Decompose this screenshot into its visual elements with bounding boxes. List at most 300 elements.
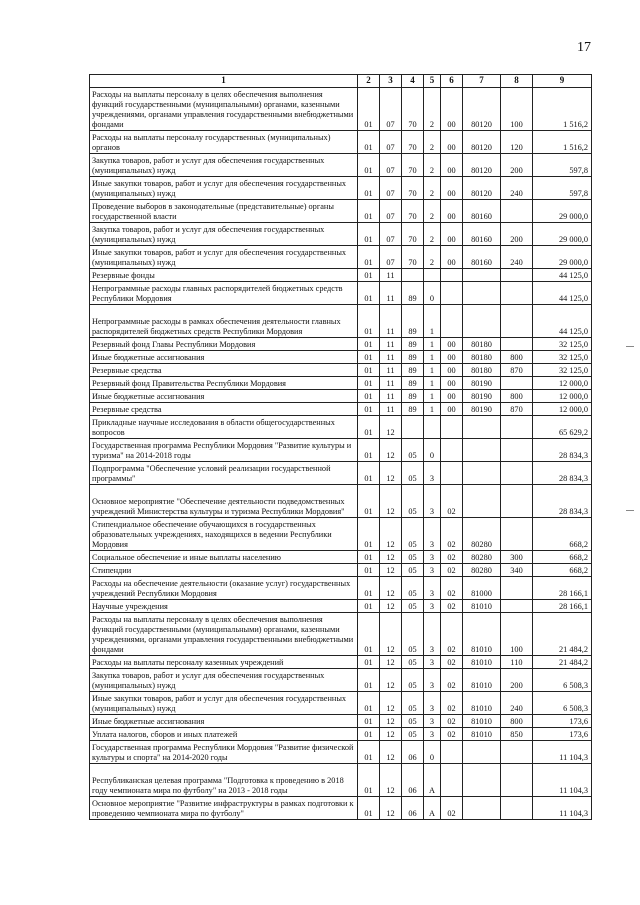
event-cell — [441, 305, 463, 338]
expense-type-cell: 120 — [501, 131, 533, 154]
section-cell: 01 — [358, 656, 380, 669]
section-cell: 01 — [358, 305, 380, 338]
amount-cell: 44 125,0 — [533, 269, 592, 282]
program-cell: 05 — [402, 462, 424, 485]
section-cell: 01 — [358, 269, 380, 282]
subsection-cell: 12 — [380, 485, 402, 518]
program-cell: 89 — [402, 403, 424, 416]
expense-type-cell — [501, 377, 533, 390]
program-cell: 05 — [402, 600, 424, 613]
expense-type-cell: 870 — [501, 364, 533, 377]
event-cell: 00 — [441, 246, 463, 269]
direction-cell: 80160 — [463, 200, 501, 223]
event-cell: 02 — [441, 551, 463, 564]
subsection-cell: 11 — [380, 377, 402, 390]
table-row — [90, 728, 592, 741]
program-cell — [402, 269, 424, 282]
section-cell: 01 — [358, 416, 380, 439]
expense-type-cell: 870 — [501, 403, 533, 416]
direction-cell: 80280 — [463, 518, 501, 551]
subsection-cell: 12 — [380, 439, 402, 462]
table-row — [90, 269, 592, 282]
program-cell: 06 — [402, 797, 424, 820]
header-cell: 2 — [358, 75, 380, 88]
event-cell: 02 — [441, 577, 463, 600]
program-cell: 06 — [402, 764, 424, 797]
event-cell — [441, 282, 463, 305]
program-cell: 05 — [402, 613, 424, 656]
row-name-cell: Иные бюджетные ассигнования — [90, 351, 358, 364]
header-cell: 3 — [380, 75, 402, 88]
expense-type-cell — [501, 416, 533, 439]
row-name-cell: Государственная программа Республики Мордовия "Развитие культуры и туризма" на 2014-2018 годы — [90, 439, 358, 462]
section-cell: 01 — [358, 377, 380, 390]
expense-type-cell — [501, 741, 533, 764]
direction-cell: 80190 — [463, 390, 501, 403]
amount-cell: 668,2 — [533, 518, 592, 551]
expense-type-cell: 300 — [501, 551, 533, 564]
expense-type-cell: 240 — [501, 246, 533, 269]
section-cell: 01 — [358, 715, 380, 728]
expense-type-cell: 110 — [501, 656, 533, 669]
subprogram-cell: 1 — [424, 351, 441, 364]
direction-cell: 81010 — [463, 715, 501, 728]
direction-cell — [463, 416, 501, 439]
event-cell: 02 — [441, 656, 463, 669]
amount-cell: 29 000,0 — [533, 200, 592, 223]
expense-type-cell — [501, 462, 533, 485]
subsection-cell: 12 — [380, 715, 402, 728]
subsection-cell: 11 — [380, 403, 402, 416]
subprogram-cell: 3 — [424, 577, 441, 600]
event-cell: 00 — [441, 377, 463, 390]
event-cell: 00 — [441, 131, 463, 154]
event-cell: 02 — [441, 564, 463, 577]
row-name-cell: Иные бюджетные ассигнования — [90, 715, 358, 728]
subprogram-cell: А — [424, 797, 441, 820]
subsection-cell: 12 — [380, 797, 402, 820]
row-name-cell: Стипендии — [90, 564, 358, 577]
table-header-row — [90, 75, 592, 88]
direction-cell: 81010 — [463, 600, 501, 613]
subprogram-cell — [424, 269, 441, 282]
subsection-cell: 07 — [380, 246, 402, 269]
amount-cell: 6 508,3 — [533, 692, 592, 715]
row-name-cell: Резервные средства — [90, 364, 358, 377]
expense-type-cell — [501, 439, 533, 462]
amount-cell: 173,6 — [533, 715, 592, 728]
direction-cell — [463, 741, 501, 764]
direction-cell — [463, 439, 501, 462]
event-cell: 00 — [441, 351, 463, 364]
direction-cell: 80180 — [463, 364, 501, 377]
amount-cell: 28 834,3 — [533, 485, 592, 518]
subsection-cell: 12 — [380, 416, 402, 439]
row-name-cell: Прикладные научные исследования в области общегосударственных вопросов — [90, 416, 358, 439]
subprogram-cell: 3 — [424, 613, 441, 656]
subprogram-cell: 2 — [424, 154, 441, 177]
subprogram-cell: 3 — [424, 518, 441, 551]
direction-cell: 80120 — [463, 154, 501, 177]
program-cell: 05 — [402, 518, 424, 551]
table-row — [90, 551, 592, 564]
direction-cell — [463, 269, 501, 282]
section-cell: 01 — [358, 390, 380, 403]
subprogram-cell: 3 — [424, 656, 441, 669]
event-cell: 02 — [441, 797, 463, 820]
table-row — [90, 246, 592, 269]
header-cell: 8 — [501, 75, 533, 88]
direction-cell: 81000 — [463, 577, 501, 600]
amount-cell: 173,6 — [533, 728, 592, 741]
row-name-cell: Социальное обеспечение и иные выплаты населению — [90, 551, 358, 564]
row-name-cell: Уплата налогов, сборов и иных платежей — [90, 728, 358, 741]
direction-cell — [463, 485, 501, 518]
table-row — [90, 305, 592, 338]
expense-type-cell: 240 — [501, 692, 533, 715]
event-cell: 02 — [441, 518, 463, 551]
subsection-cell: 12 — [380, 462, 402, 485]
amount-cell: 44 125,0 — [533, 282, 592, 305]
subprogram-cell: 3 — [424, 728, 441, 741]
subsection-cell: 11 — [380, 351, 402, 364]
section-cell: 01 — [358, 154, 380, 177]
event-cell: 00 — [441, 364, 463, 377]
subsection-cell: 07 — [380, 177, 402, 200]
subprogram-cell: 2 — [424, 88, 441, 131]
header-cell: 5 — [424, 75, 441, 88]
program-cell: 70 — [402, 131, 424, 154]
section-cell: 01 — [358, 564, 380, 577]
direction-cell: 80120 — [463, 131, 501, 154]
header-cell: 9 — [533, 75, 592, 88]
program-cell: 05 — [402, 728, 424, 741]
section-cell: 01 — [358, 439, 380, 462]
table-row — [90, 351, 592, 364]
row-name-cell: Проведение выборов в законодательные (представительные) органы государственной власти — [90, 200, 358, 223]
program-cell: 89 — [402, 282, 424, 305]
subprogram-cell: 3 — [424, 462, 441, 485]
row-name-cell: Расходы на обеспечение деятельности (оказание услуг) государственных учреждений Республики Мордовия — [90, 577, 358, 600]
subprogram-cell: 1 — [424, 364, 441, 377]
event-cell — [441, 462, 463, 485]
direction-cell: 80120 — [463, 177, 501, 200]
amount-cell: 21 484,2 — [533, 613, 592, 656]
table-row — [90, 377, 592, 390]
expense-type-cell: 800 — [501, 715, 533, 728]
row-name-cell: Иные закупки товаров, работ и услуг для обеспечения государственных (муниципальных) нужд — [90, 177, 358, 200]
section-cell: 01 — [358, 577, 380, 600]
subprogram-cell: 3 — [424, 551, 441, 564]
table-row — [90, 338, 592, 351]
table-row — [90, 613, 592, 656]
section-cell: 01 — [358, 403, 380, 416]
direction-cell: 80280 — [463, 564, 501, 577]
event-cell: 00 — [441, 154, 463, 177]
page-number: 17 — [577, 40, 591, 55]
table-row — [90, 764, 592, 797]
scan-margin-mark — [626, 346, 634, 347]
table-row — [90, 600, 592, 613]
amount-cell: 597,8 — [533, 177, 592, 200]
row-name-cell: Основное мероприятие "Обеспечение деятельности подведомственных учреждений Министерства культуры и туризма Республики Мордовия" — [90, 485, 358, 518]
amount-cell: 28 166,1 — [533, 600, 592, 613]
amount-cell: 28 166,1 — [533, 577, 592, 600]
program-cell: 70 — [402, 88, 424, 131]
direction-cell — [463, 797, 501, 820]
subprogram-cell: 1 — [424, 403, 441, 416]
table-row — [90, 88, 592, 131]
amount-cell: 668,2 — [533, 551, 592, 564]
subprogram-cell: 1 — [424, 377, 441, 390]
subsection-cell: 11 — [380, 338, 402, 351]
event-cell: 00 — [441, 177, 463, 200]
subsection-cell: 11 — [380, 282, 402, 305]
event-cell: 00 — [441, 223, 463, 246]
subsection-cell: 11 — [380, 364, 402, 377]
table-row — [90, 439, 592, 462]
section-cell: 01 — [358, 518, 380, 551]
expense-type-cell: 200 — [501, 223, 533, 246]
program-cell: 89 — [402, 351, 424, 364]
subprogram-cell: 2 — [424, 246, 441, 269]
direction-cell — [463, 282, 501, 305]
subsection-cell: 11 — [380, 269, 402, 282]
subsection-cell: 12 — [380, 613, 402, 656]
event-cell — [441, 416, 463, 439]
expense-type-cell: 200 — [501, 669, 533, 692]
table-row — [90, 692, 592, 715]
section-cell: 01 — [358, 551, 380, 564]
subprogram-cell: 3 — [424, 485, 441, 518]
amount-cell: 6 508,3 — [533, 669, 592, 692]
program-cell: 05 — [402, 577, 424, 600]
subsection-cell: 12 — [380, 551, 402, 564]
subsection-cell: 12 — [380, 656, 402, 669]
event-cell — [441, 741, 463, 764]
expense-type-cell: 800 — [501, 351, 533, 364]
table-row — [90, 485, 592, 518]
row-name-cell: Резервные средства — [90, 403, 358, 416]
expense-type-cell — [501, 200, 533, 223]
direction-cell: 80160 — [463, 223, 501, 246]
row-name-cell: Закупка товаров, работ и услуг для обеспечения государственных (муниципальных) нужд — [90, 669, 358, 692]
event-cell: 02 — [441, 485, 463, 518]
section-cell: 01 — [358, 200, 380, 223]
amount-cell: 28 834,3 — [533, 439, 592, 462]
table-row — [90, 715, 592, 728]
expense-type-cell: 240 — [501, 177, 533, 200]
subprogram-cell — [424, 416, 441, 439]
event-cell: 02 — [441, 669, 463, 692]
table-row — [90, 416, 592, 439]
program-cell: 70 — [402, 200, 424, 223]
amount-cell: 21 484,2 — [533, 656, 592, 669]
amount-cell: 1 516,2 — [533, 131, 592, 154]
section-cell: 01 — [358, 485, 380, 518]
direction-cell: 80190 — [463, 403, 501, 416]
subsection-cell: 12 — [380, 564, 402, 577]
row-name-cell: Подпрограмма "Обеспечение условий реализации государственной программы" — [90, 462, 358, 485]
subsection-cell: 12 — [380, 692, 402, 715]
table-row — [90, 177, 592, 200]
section-cell: 01 — [358, 223, 380, 246]
expense-type-cell — [501, 518, 533, 551]
section-cell: 01 — [358, 131, 380, 154]
expense-type-cell: 800 — [501, 390, 533, 403]
program-cell — [402, 416, 424, 439]
event-cell: 02 — [441, 728, 463, 741]
direction-cell: 80280 — [463, 551, 501, 564]
subsection-cell: 12 — [380, 764, 402, 797]
program-cell: 05 — [402, 485, 424, 518]
expense-type-cell — [501, 797, 533, 820]
amount-cell: 32 125,0 — [533, 364, 592, 377]
subprogram-cell: 3 — [424, 692, 441, 715]
table-row — [90, 669, 592, 692]
direction-cell: 80180 — [463, 351, 501, 364]
table-row — [90, 364, 592, 377]
program-cell: 05 — [402, 715, 424, 728]
event-cell: 00 — [441, 390, 463, 403]
expense-type-cell — [501, 305, 533, 338]
amount-cell: 668,2 — [533, 564, 592, 577]
header-cell: 1 — [90, 75, 358, 88]
subsection-cell: 07 — [380, 88, 402, 131]
row-name-cell: Закупка товаров, работ и услуг для обеспечения государственных (муниципальных) нужд — [90, 223, 358, 246]
section-cell: 01 — [358, 338, 380, 351]
event-cell: 02 — [441, 613, 463, 656]
program-cell: 70 — [402, 223, 424, 246]
direction-cell: 80120 — [463, 88, 501, 131]
table-row — [90, 154, 592, 177]
row-name-cell: Иные закупки товаров, работ и услуг для обеспечения государственных (муниципальных) нужд — [90, 692, 358, 715]
direction-cell — [463, 462, 501, 485]
direction-cell: 81010 — [463, 669, 501, 692]
program-cell: 89 — [402, 338, 424, 351]
header-cell: 7 — [463, 75, 501, 88]
expense-type-cell — [501, 282, 533, 305]
expense-type-cell: 340 — [501, 564, 533, 577]
program-cell: 05 — [402, 669, 424, 692]
program-cell: 05 — [402, 692, 424, 715]
program-cell: 89 — [402, 390, 424, 403]
row-name-cell: Резервный фонд Главы Республики Мордовия — [90, 338, 358, 351]
program-cell: 89 — [402, 377, 424, 390]
row-name-cell: Научные учреждения — [90, 600, 358, 613]
row-name-cell: Расходы на выплаты персоналу в целях обеспечения выполнения функций государственными (муниципальными) органами, казенными учреждениями, органами управления государственными внебюджетными фондами — [90, 613, 358, 656]
program-cell: 05 — [402, 439, 424, 462]
table-row — [90, 131, 592, 154]
subprogram-cell: 3 — [424, 715, 441, 728]
header-cell: 4 — [402, 75, 424, 88]
row-name-cell: Закупка товаров, работ и услуг для обеспечения государственных (муниципальных) нужд — [90, 154, 358, 177]
section-cell: 01 — [358, 462, 380, 485]
direction-cell — [463, 764, 501, 797]
section-cell: 01 — [358, 282, 380, 305]
program-cell: 89 — [402, 364, 424, 377]
event-cell: 00 — [441, 338, 463, 351]
subsection-cell: 07 — [380, 223, 402, 246]
amount-cell: 1 516,2 — [533, 88, 592, 131]
table-row — [90, 518, 592, 551]
program-cell: 06 — [402, 741, 424, 764]
expense-type-cell — [501, 338, 533, 351]
event-cell — [441, 269, 463, 282]
direction-cell — [463, 305, 501, 338]
subprogram-cell: 1 — [424, 390, 441, 403]
amount-cell: 12 000,0 — [533, 403, 592, 416]
program-cell: 05 — [402, 656, 424, 669]
row-name-cell: Непрограммные расходы в рамках обеспечения деятельности главных распорядителей бюджетных средств Республики Мордовия — [90, 305, 358, 338]
subsection-cell: 12 — [380, 600, 402, 613]
section-cell: 01 — [358, 741, 380, 764]
event-cell — [441, 764, 463, 797]
expense-type-cell: 100 — [501, 613, 533, 656]
section-cell: 01 — [358, 364, 380, 377]
subprogram-cell: 0 — [424, 741, 441, 764]
subprogram-cell: 0 — [424, 282, 441, 305]
section-cell: 01 — [358, 692, 380, 715]
event-cell: 02 — [441, 715, 463, 728]
subprogram-cell: 0 — [424, 439, 441, 462]
scan-margin-mark — [626, 510, 634, 511]
direction-cell: 81010 — [463, 656, 501, 669]
section-cell: 01 — [358, 764, 380, 797]
event-cell: 00 — [441, 200, 463, 223]
expense-type-cell — [501, 600, 533, 613]
program-cell: 70 — [402, 246, 424, 269]
direction-cell: 80190 — [463, 377, 501, 390]
section-cell: 01 — [358, 246, 380, 269]
row-name-cell: Резервный фонд Правительства Республики Мордовия — [90, 377, 358, 390]
row-name-cell: Расходы на выплаты персоналу казенных учреждений — [90, 656, 358, 669]
section-cell: 01 — [358, 669, 380, 692]
amount-cell: 11 104,3 — [533, 797, 592, 820]
program-cell: 70 — [402, 154, 424, 177]
subprogram-cell: 2 — [424, 177, 441, 200]
row-name-cell: Иные бюджетные ассигнования — [90, 390, 358, 403]
amount-cell: 29 000,0 — [533, 223, 592, 246]
amount-cell: 28 834,3 — [533, 462, 592, 485]
amount-cell: 65 629,2 — [533, 416, 592, 439]
amount-cell: 11 104,3 — [533, 764, 592, 797]
amount-cell: 12 000,0 — [533, 377, 592, 390]
table-row — [90, 223, 592, 246]
amount-cell: 32 125,0 — [533, 351, 592, 364]
table-body — [90, 75, 592, 820]
subprogram-cell: 3 — [424, 669, 441, 692]
direction-cell: 80160 — [463, 246, 501, 269]
row-name-cell: Стипендиальное обеспечение обучающихся в государственных образовательных учреждениях, находящихся в ведении Республики Мордовия — [90, 518, 358, 551]
section-cell: 01 — [358, 797, 380, 820]
expense-type-cell: 850 — [501, 728, 533, 741]
section-cell: 01 — [358, 728, 380, 741]
program-cell: 70 — [402, 177, 424, 200]
direction-cell: 81010 — [463, 692, 501, 715]
row-name-cell: Непрограммные расходы главных распорядителей бюджетных средств Республики Мордовия — [90, 282, 358, 305]
subprogram-cell: 1 — [424, 305, 441, 338]
amount-cell: 29 000,0 — [533, 246, 592, 269]
table-row — [90, 656, 592, 669]
subsection-cell: 12 — [380, 577, 402, 600]
table-row — [90, 564, 592, 577]
section-cell: 01 — [358, 88, 380, 131]
section-cell: 01 — [358, 351, 380, 364]
amount-cell: 597,8 — [533, 154, 592, 177]
row-name-cell: Расходы на выплаты персоналу государственных (муниципальных) органов — [90, 131, 358, 154]
budget-table — [89, 74, 592, 820]
